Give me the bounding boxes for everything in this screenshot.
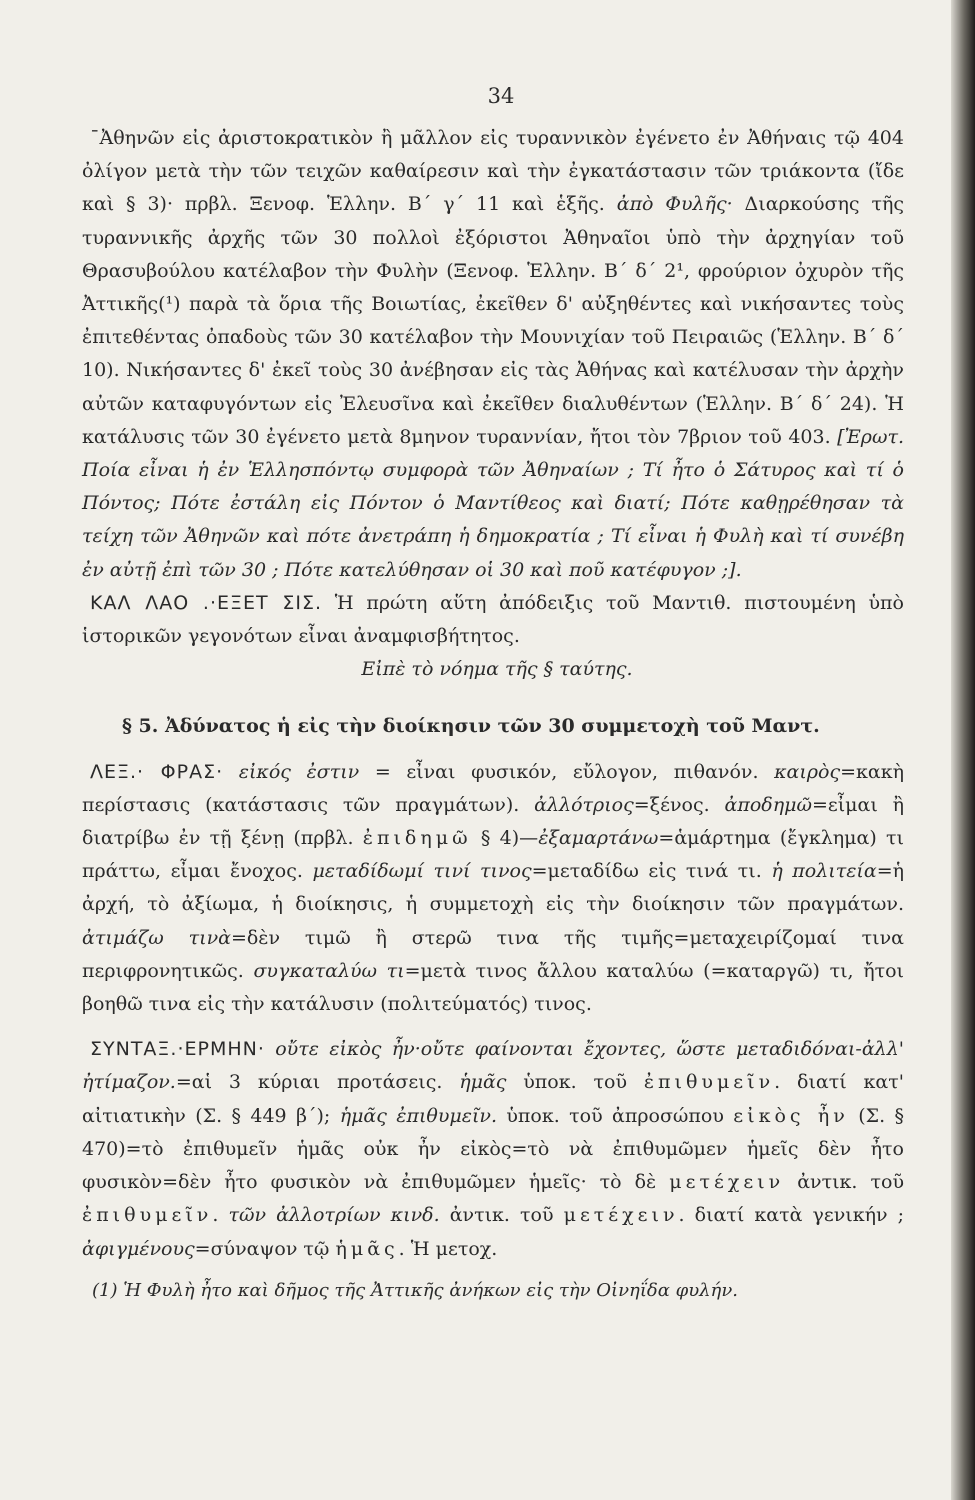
section-heading bbox=[82, 710, 904, 743]
text-segment: § 4)— bbox=[471, 827, 539, 850]
text-segment: εἰκός ἐστιν bbox=[223, 760, 360, 783]
text-segment: =σύναψον τῷ bbox=[194, 1237, 336, 1260]
text-segment: ἀλλότριος bbox=[534, 793, 634, 816]
paragraph bbox=[82, 1033, 904, 1265]
text-segment: =δὲν τιμῶ ἢ στερῶ τινα τῆς τιμῆς=μεταχειρίζομαί τινα περιφρονητικῶς. bbox=[82, 926, 904, 982]
text-segment: μεταδίδωμί τινί τινος bbox=[312, 860, 532, 883]
paragraph bbox=[82, 122, 904, 587]
text-segment: ἡμᾶς ἐπιθυμεῖν. bbox=[339, 1104, 497, 1127]
text-segment: . διατί κατ' αἰτιατικὴν (Σ. § 449 β΄); bbox=[82, 1071, 904, 1127]
paragraph bbox=[82, 587, 904, 653]
text-segment: συγκαταλύω τι bbox=[253, 959, 405, 982]
text-segment: =ἁμάρτημα (ἔγκλημα) τι πράττω, εἶμαι ἔνοχος. bbox=[82, 827, 904, 883]
text-segment: =κακὴ περίστασις (κατάστασις τῶν πραγμάτων). bbox=[82, 760, 904, 816]
text-segment: ¯Ἀθηνῶν εἰς ἀριστοκρατικὸν ἢ μᾶλλον εἰς τυραννικὸν ἐγένετο ἐν Ἀθήναις τῷ 404 ὀλίγον μετὰ τὴν τῶν τειχῶν καθαίρεσιν καὶ τὴν ἐγκατάστασιν τῶν τριάκοντα (ἴδε καὶ § 3)· πρβλ. Ξενοφ. Ἑλλην. Β΄ γ΄ 11 καὶ ἑξῆς. bbox=[82, 127, 904, 216]
paragraph bbox=[82, 756, 904, 1022]
text-segment: ἡμᾶς bbox=[335, 1237, 399, 1260]
text-segment: =ἡ ἀρχή, τὸ ἀξίωμα, ἡ διοίκησις, ἡ συμμετοχὴ εἰς τὴν διοίκησιν τῶν πραγμάτων. bbox=[82, 860, 904, 916]
text-segment: ἐπιθυμεῖν bbox=[82, 1204, 213, 1227]
text-segment: =εἶμαι ἢ διατρίβω ἐν τῇ ξένῃ (πρβλ. bbox=[82, 793, 905, 850]
text-segment: [Ἐρωτ. Ποία εἶναι ἡ ἐν Ἑλλησπόντῳ συμφορὰ τῶν Ἀθηναίων ; Τί ἦτο ὁ Σάτυρος καὶ τί ὁ Πόντος; Πότε ἐστάλη εἰς Πόντον ὁ Μαντίθεος καὶ διατί; Πότε καθῃρέθησαν τὰ τείχη τῶν Ἀθηνῶν καὶ πότε ἀνετράπη ἡ δημοκρατία ; Τί εἶναι ἡ Φυλὴ καὶ τί συνέβη ἐν αὐτῇ ἐπὶ τῶν 30 ; Πότε κατελύθησαν οἱ 30 καὶ ποῦ κατέφυγον ;]. bbox=[82, 425, 904, 581]
text-segment: Εἰπὲ τὸ νόημα τῆς § ταύτης. bbox=[361, 658, 633, 681]
text-segment: καιρὸς bbox=[774, 760, 841, 783]
text-segment: ἀπὸ Φυλῆς· bbox=[616, 193, 733, 216]
text-segment: = εἶναι φυσικόν, εὔλογον, πιθανόν. bbox=[359, 760, 775, 783]
text-segment: . bbox=[212, 1204, 229, 1227]
text-segment: =αἱ 3 κύριαι προτάσεις. bbox=[175, 1071, 460, 1094]
text-segment: μετέχειν bbox=[563, 1204, 679, 1227]
text-segment: . Ἡ μετοχ. bbox=[398, 1237, 498, 1260]
text-segment: εἰκὸς ἦν bbox=[733, 1104, 849, 1127]
text-segment: § 5. Ἀδύνατος ἡ εἰς τὴν διοίκησιν τῶν 30 συμμετοχὴ τοῦ Μαντ. bbox=[122, 715, 820, 738]
text-segment: ἐξαμαρτάνω bbox=[538, 827, 659, 850]
page-body bbox=[82, 122, 904, 1307]
text-segment: =μετὰ τινος ἄλλου καταλύω (=καταργῶ) τι, ἤτοι βοηθῶ τινα εἰς τὴν κατάλυσιν (πολιτεύματός) τινος. bbox=[82, 959, 904, 1016]
text-segment: Ἡ πρώτη αὕτη ἀπόδειξις τοῦ Μαντιθ. πιστουμένη ὑπὸ ἱστορικῶν γεγονότων εἶναι ἀναμφισβήτητος. bbox=[82, 591, 904, 648]
book-edge bbox=[951, 0, 975, 1500]
footnote bbox=[82, 1274, 904, 1307]
text-segment: ὑποκ. τοῦ bbox=[506, 1071, 644, 1094]
text-segment: μετέχειν bbox=[669, 1171, 785, 1194]
text-segment: τῶν ἀλλοτρίων κινδ. bbox=[228, 1204, 440, 1227]
text-segment: =ξένος. bbox=[633, 793, 725, 816]
text-segment: ἡ πολιτεία bbox=[771, 860, 877, 883]
text-segment: ἀποδημῶ bbox=[724, 793, 812, 816]
text-segment: οὔτε εἰκὸς ἦν·οὔτε φαίνονται ἔχοντες, ὥστε μεταδιδόναι-ἀλλ' ἠτίμαζον. bbox=[82, 1038, 904, 1094]
text-segment: Διαρκούσης τῆς τυραννικῆς ἀρχῆς τῶν 30 πολλοὶ ἐξόριστοι Ἀθηναῖοι ὑπὸ τὴν ἀρχηγίαν τοῦ Θρασυβούλου κατέλαβον τὴν Φυλὴν (Ξενοφ. Ἑλλην. Β΄ δ΄ 2¹, φρούριον ὀχυρὸν τῆς Ἀττικῆς(¹) παρὰ τὰ ὅρια τῆς Βοιωτίας, ἐκεῖθεν δ' αὐξηθέντες καὶ νικήσαντες τοὺς ἐπιτεθέντας ὀπαδοὺς τῶν 30 κατέλαβον τὴν Μουνιχίαν τοῦ Πειραιῶς (Ἑλλην. Β΄ δ΄ 10). Νικήσαντες δ' ἐκεῖ τοὺς 30 ἀνέβησαν εἰς τὰς Ἀθήνας καὶ κατέλυσαν τὴν ἀρχὴν αὐτῶν καταφυγόντων εἰς Ἐλευσῖνα καὶ ἐκεῖθεν διαλυθέντων (Ἑλλην. Β΄ δ΄ 24). Ἡ κατάλυσις τῶν 30 ἐγένετο μετὰ 8μηνον τυραννίαν, ἤτοι τὸν 7βριον τοῦ 403. bbox=[82, 193, 904, 448]
paragraph bbox=[82, 653, 904, 686]
text-segment: ἀντικ. τοῦ bbox=[784, 1171, 904, 1194]
text-segment: (Σ. § 470)=τὸ ἐπιθυμεῖν ἡμᾶς οὐκ ἦν εἰκὸς=τὸ νὰ ἐπιθυμῶμεν ἡμεῖς δὲν ἦτο φυσικὸν=δὲν ἦτο φυσικὸν νὰ ἐπιθυμῶμεν ἡμεῖς· τὸ δὲ bbox=[82, 1104, 904, 1194]
text-segment: (1) Ἡ Φυλὴ ἦτο καὶ δῆμος τῆς Ἀττικῆς ἀνήκων εἰς τὴν Οἰνηΐδα φυλήν. bbox=[92, 1279, 738, 1301]
section-label: ΣΥΝΤΑΞ.·ΕΡΜΗΝ· bbox=[90, 1038, 265, 1061]
text-segment: ὑποκ. τοῦ ἀπροσώπου bbox=[497, 1104, 734, 1127]
section-label: ΚΑΛ ΛΑΟ .·ΕΞΕΤ ΣΙΣ. bbox=[90, 591, 322, 614]
text-segment: ἀτιμάζω τινὰ bbox=[82, 926, 231, 949]
text-segment: ἡμᾶς bbox=[459, 1071, 507, 1094]
text-segment: ἀντικ. τοῦ bbox=[439, 1204, 564, 1227]
text-segment: =μεταδίδω εἰς τινά τι. bbox=[531, 860, 772, 883]
text-segment: ἐπιθυμεῖν bbox=[643, 1071, 775, 1094]
section-label: ΛΕΞ.· ΦΡΑΣ· bbox=[90, 760, 224, 783]
text-segment: . διατί κατὰ γενικήν ; bbox=[678, 1204, 904, 1227]
text-segment: ἀφιγμένους bbox=[82, 1237, 195, 1260]
text-segment: ἐπιδημῶ bbox=[362, 827, 472, 850]
page-number: 34 bbox=[487, 84, 515, 108]
